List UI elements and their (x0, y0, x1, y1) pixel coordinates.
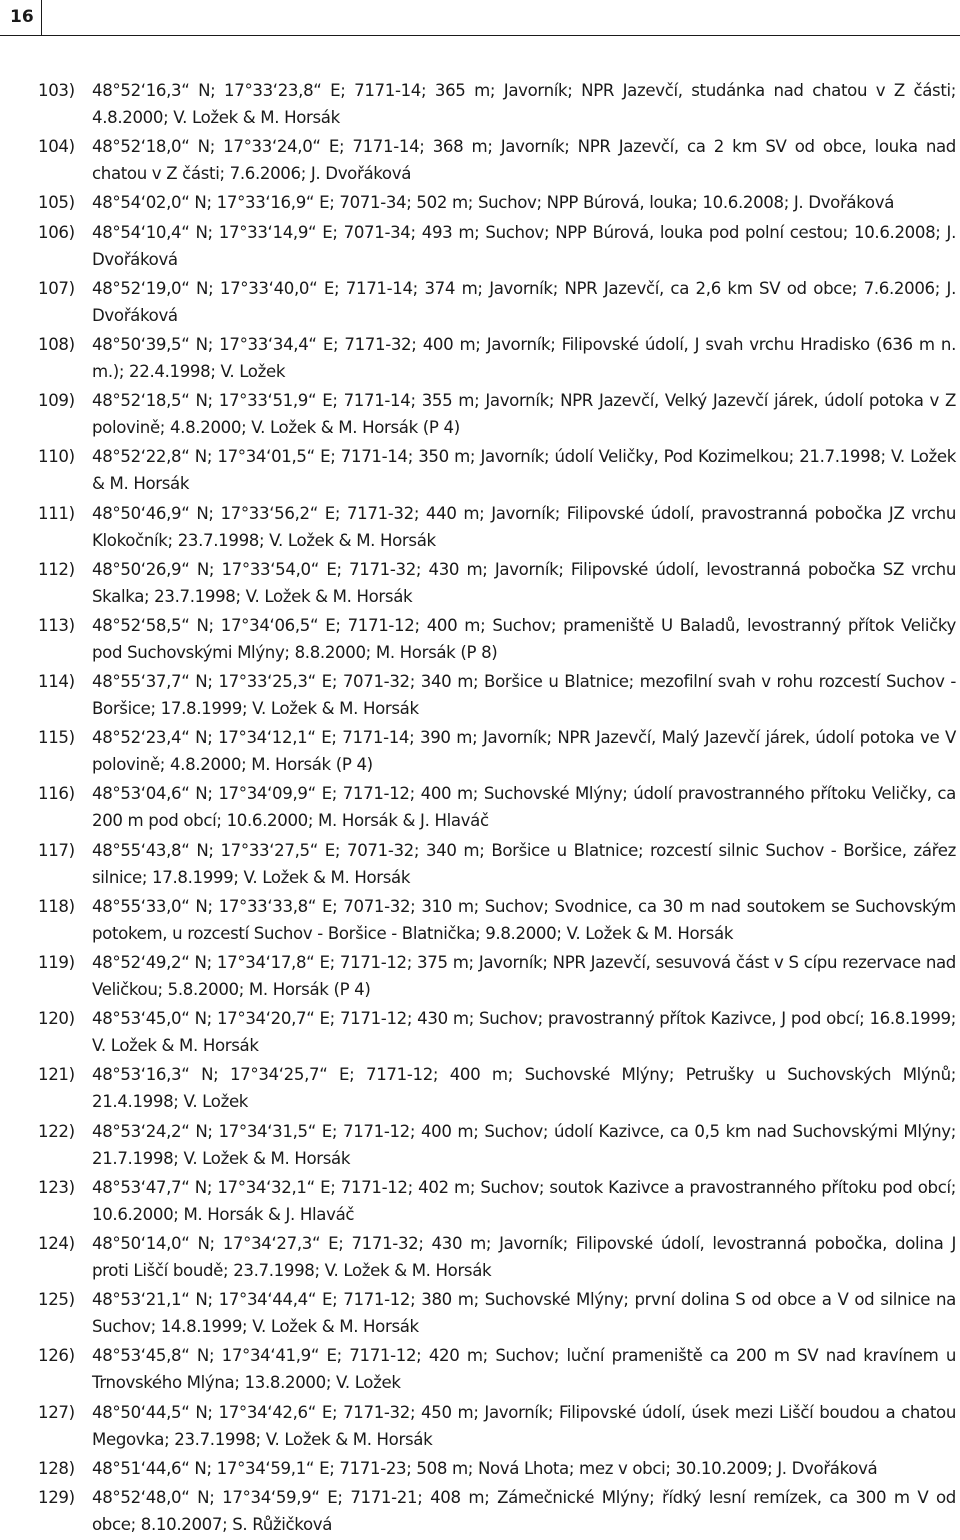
record-text: 48°52‘58,5“ N; 17°34‘06,5“ E; 7171-12; 400 m; Suchov; prameniště U Baladů, levostranný přítok Veličky pod Suchovskými Mlýny; 8.8.2000; M. Horsák (P 8) (92, 615, 956, 662)
record-text: 48°50‘39,5“ N; 17°33‘34,4“ E; 7171-32; 400 m; Javorník; Filipovské údolí, J svah vrchu Hradisko (636 m n. m.); 22.4.1998; V. Ložek (92, 334, 956, 381)
locality-record (38, 275, 956, 329)
locality-list (38, 77, 956, 1540)
record-text: 48°50‘26,9“ N; 17°33‘54,0“ E; 7171-32; 430 m; Javorník; Filipovské údolí, levostranná pobočka SZ vrchu Skalka; 23.7.1998; V. Ložek & M. Horsák (92, 559, 956, 606)
locality-record (38, 1061, 956, 1115)
record-number: 126) (38, 1346, 75, 1366)
locality-record (38, 893, 956, 947)
locality-record (38, 1230, 956, 1284)
locality-record (38, 1399, 956, 1453)
locality-record (38, 1118, 956, 1172)
page-header (0, 0, 960, 40)
record-number: 114) (38, 672, 75, 692)
record-number: 103) (38, 81, 75, 100)
locality-record (38, 133, 956, 187)
locality-record (38, 780, 956, 834)
record-text: 48°52‘18,5“ N; 17°33‘51,9“ E; 7171-14; 355 m; Javorník; NPR Jazevčí, Velký Jazevčí járek, údolí potoka v Z polovině; 4.8.2000; V. Ložek & M. Horsák (P 4) (92, 391, 956, 438)
header-horizontal-rule (0, 35, 960, 36)
record-text: 48°52‘23,4“ N; 17°34‘12,1“ E; 7171-14; 390 m; Javorník; NPR Jazevčí, Malý Jazevčí járek, údolí potoka ve V polovině; 4.8.2000; M. Horsák (P 4) (92, 728, 956, 775)
record-text: 48°52‘18,0“ N; 17°33‘24,0“ E; 7171-14; 368 m; Javorník; NPR Jazevčí, ca 2 km SV od obce, louka nad chatou v Z části; 7.6.2006; J. Dvořáková (92, 137, 956, 184)
record-text: 48°53‘04,6“ N; 17°34‘09,9“ E; 7171-12; 400 m; Suchovské Mlýny; údolí pravostranného přítoku Veličky, ca 200 m pod obcí; 10.6.2000; M. Horsák & J. Hlaváč (92, 784, 956, 831)
record-number: 113) (38, 615, 75, 635)
locality-record (38, 1174, 956, 1228)
locality-record (38, 331, 956, 385)
record-text: 48°52‘49,2“ N; 17°34‘17,8“ E; 7171-12; 375 m; Javorník; NPR Jazevčí, sesuvová část v S cípu rezervace nad Veličkou; 5.8.2000; M. Horsák (P 4) (92, 953, 956, 999)
record-number: 109) (38, 391, 75, 411)
record-number: 125) (38, 1290, 75, 1310)
record-number: 128) (38, 1458, 75, 1478)
record-text: 48°53‘16,3“ N; 17°34‘25,7“ E; 7171-12; 400 m; Suchovské Mlýny; Petrušky u Suchovských Mlýnů; 21.4.1998; V. Ložek (92, 1065, 956, 1112)
record-text: 48°55‘33,0“ N; 17°33‘33,8“ E; 7071-32; 310 m; Suchov; Svodnice, ca 30 m nad soutokem se Suchovským potokem, u rozcestí Suchov - Boršice - Blatnička; 9.8.2000; V. Ložek & M. Horsák (92, 896, 956, 943)
record-number: 105) (38, 193, 75, 213)
locality-record (38, 443, 956, 497)
locality-record (38, 1005, 956, 1059)
locality-record (38, 724, 956, 778)
record-number: 121) (38, 1065, 75, 1085)
record-text: 48°54‘10,4“ N; 17°33‘14,9“ E; 7071-34; 493 m; Suchov; NPP Búrová, louka pod polní cestou; 10.6.2008; J. Dvořáková (92, 222, 956, 269)
record-number: 107) (38, 278, 75, 298)
record-number: 116) (38, 784, 75, 804)
record-number: 110) (38, 447, 75, 467)
record-text: 48°55‘37,7“ N; 17°33‘25,3“ E; 7071-32; 340 m; Boršice u Blatnice; mezofilní svah v rohu rozcestí Suchov - Boršice; 17.8.1999; V. Ložek & M. Horsák (92, 672, 956, 719)
record-text: 48°53‘45,0“ N; 17°34‘20,7“ E; 7171-12; 430 m; Suchov; pravostranný přítok Kazivce, J pod obcí; 16.8.1999; V. Ložek & M. Horsák (92, 1009, 956, 1056)
locality-record (38, 500, 956, 554)
record-text: 48°50‘44,5“ N; 17°34‘42,6“ E; 7171-32; 450 m; Javorník; Filipovské údolí, úsek mezi Liščí boudou a chatou Megovka; 23.7.1998; V. Ložek & M. Horsák (92, 1402, 956, 1449)
record-text: 48°52‘22,8“ N; 17°34‘01,5“ E; 7171-14; 350 m; Javorník; údolí Veličky, Pod Kozimelkou; 21.7.1998; V. Ložek & M. Horsák (92, 447, 956, 494)
record-number: 123) (38, 1177, 75, 1197)
locality-record (38, 668, 956, 722)
record-number: 104) (38, 137, 75, 157)
record-number: 112) (38, 559, 75, 579)
record-number: 106) (38, 222, 75, 242)
record-number: 120) (38, 1009, 75, 1029)
record-number: 118) (38, 896, 75, 916)
locality-record (38, 1484, 956, 1538)
record-number: 122) (38, 1121, 75, 1141)
record-text: 48°54‘02,0“ N; 17°33‘16,9“ E; 7071-34; 502 m; Suchov; NPP Búrová, louka; 10.6.2008; J. Dvořáková (92, 193, 895, 213)
record-number: 111) (38, 503, 75, 523)
record-text: 48°53‘47,7“ N; 17°34‘32,1“ E; 7171-12; 402 m; Suchov; soutok Kazivce a pravostranného přítoku pod obcí; 10.6.2000; M. Horsák & J. Hlaváč (92, 1177, 956, 1224)
record-number: 115) (38, 728, 75, 748)
record-number: 108) (38, 334, 75, 354)
record-number: 127) (38, 1402, 75, 1422)
locality-record (38, 949, 956, 1003)
record-text: 48°50‘14,0“ N; 17°34‘27,3“ E; 7171-32; 430 m; Javorník; Filipovské údolí, levostranná pobočka, dolina J proti Liščí boudě; 23.7.1998; V. Ložek & M. Horsák (92, 1233, 956, 1280)
locality-record (38, 189, 956, 216)
record-text: 48°53‘21,1“ N; 17°34‘44,4“ E; 7171-12; 380 m; Suchovské Mlýny; první dolina S od obce a V od silnice na Suchov; 14.8.1999; V. Ložek & M. Horsák (92, 1290, 956, 1337)
locality-record (38, 556, 956, 610)
locality-record (38, 837, 956, 891)
record-text: 48°53‘45,8“ N; 17°34‘41,9“ E; 7171-12; 420 m; Suchov; luční prameniště ca 200 m SV nad kravínem u Trnovského Mlýna; 13.8.2000; V. Ložek (92, 1346, 956, 1393)
locality-record (38, 612, 956, 666)
locality-record (38, 1455, 956, 1482)
locality-record (38, 219, 956, 273)
locality-record (38, 1286, 956, 1340)
record-text: 48°52‘16,3“ N; 17°33‘23,8“ E; 7171-14; 365 m; Javorník; NPR Jazevčí, studánka nad chatou v Z části; 4.8.2000; V. Ložek & M. Horsák (92, 81, 956, 127)
record-number: 119) (38, 953, 75, 972)
record-number: 124) (38, 1233, 75, 1253)
record-text: 48°51‘44,6“ N; 17°34‘59,1“ E; 7171-23; 508 m; Nová Lhota; mez v obci; 30.10.2009; J. Dvořáková (92, 1458, 878, 1478)
record-number: 129) (38, 1487, 75, 1507)
record-number: 117) (38, 840, 75, 860)
locality-record (38, 387, 956, 441)
record-text: 48°50‘46,9“ N; 17°33‘56,2“ E; 7171-32; 440 m; Javorník; Filipovské údolí, pravostranná pobočka JZ vrchu Klokočník; 23.7.1998; V. Ložek & M. Horsák (92, 503, 956, 550)
header-vertical-rule (41, 0, 42, 36)
locality-record (38, 1342, 956, 1396)
page-number: 16 (10, 7, 34, 27)
locality-record (38, 77, 956, 131)
record-text: 48°52‘48,0“ N; 17°34‘59,9“ E; 7171-21; 408 m; Zámečnické Mlýny; řídký lesní remízek, ca 300 m V od obce; 8.10.2007; S. Růžičková (92, 1487, 956, 1534)
record-text: 48°53‘24,2“ N; 17°34‘31,5“ E; 7171-12; 400 m; Suchov; údolí Kazivce, ca 0,5 km nad Suchovskými Mlýny; 21.7.1998; V. Ložek & M. Horsák (92, 1121, 956, 1168)
record-text: 48°52‘19,0“ N; 17°33‘40,0“ E; 7171-14; 374 m; Javorník; NPR Jazevčí, ca 2,6 km SV od obce; 7.6.2006; J. Dvořáková (92, 278, 956, 325)
record-text: 48°55‘43,8“ N; 17°33‘27,5“ E; 7071-32; 340 m; Boršice u Blatnice; rozcestí silnic Suchov - Boršice, zářez silnice; 17.8.1999; V. Ložek & M. Horsák (92, 840, 956, 887)
